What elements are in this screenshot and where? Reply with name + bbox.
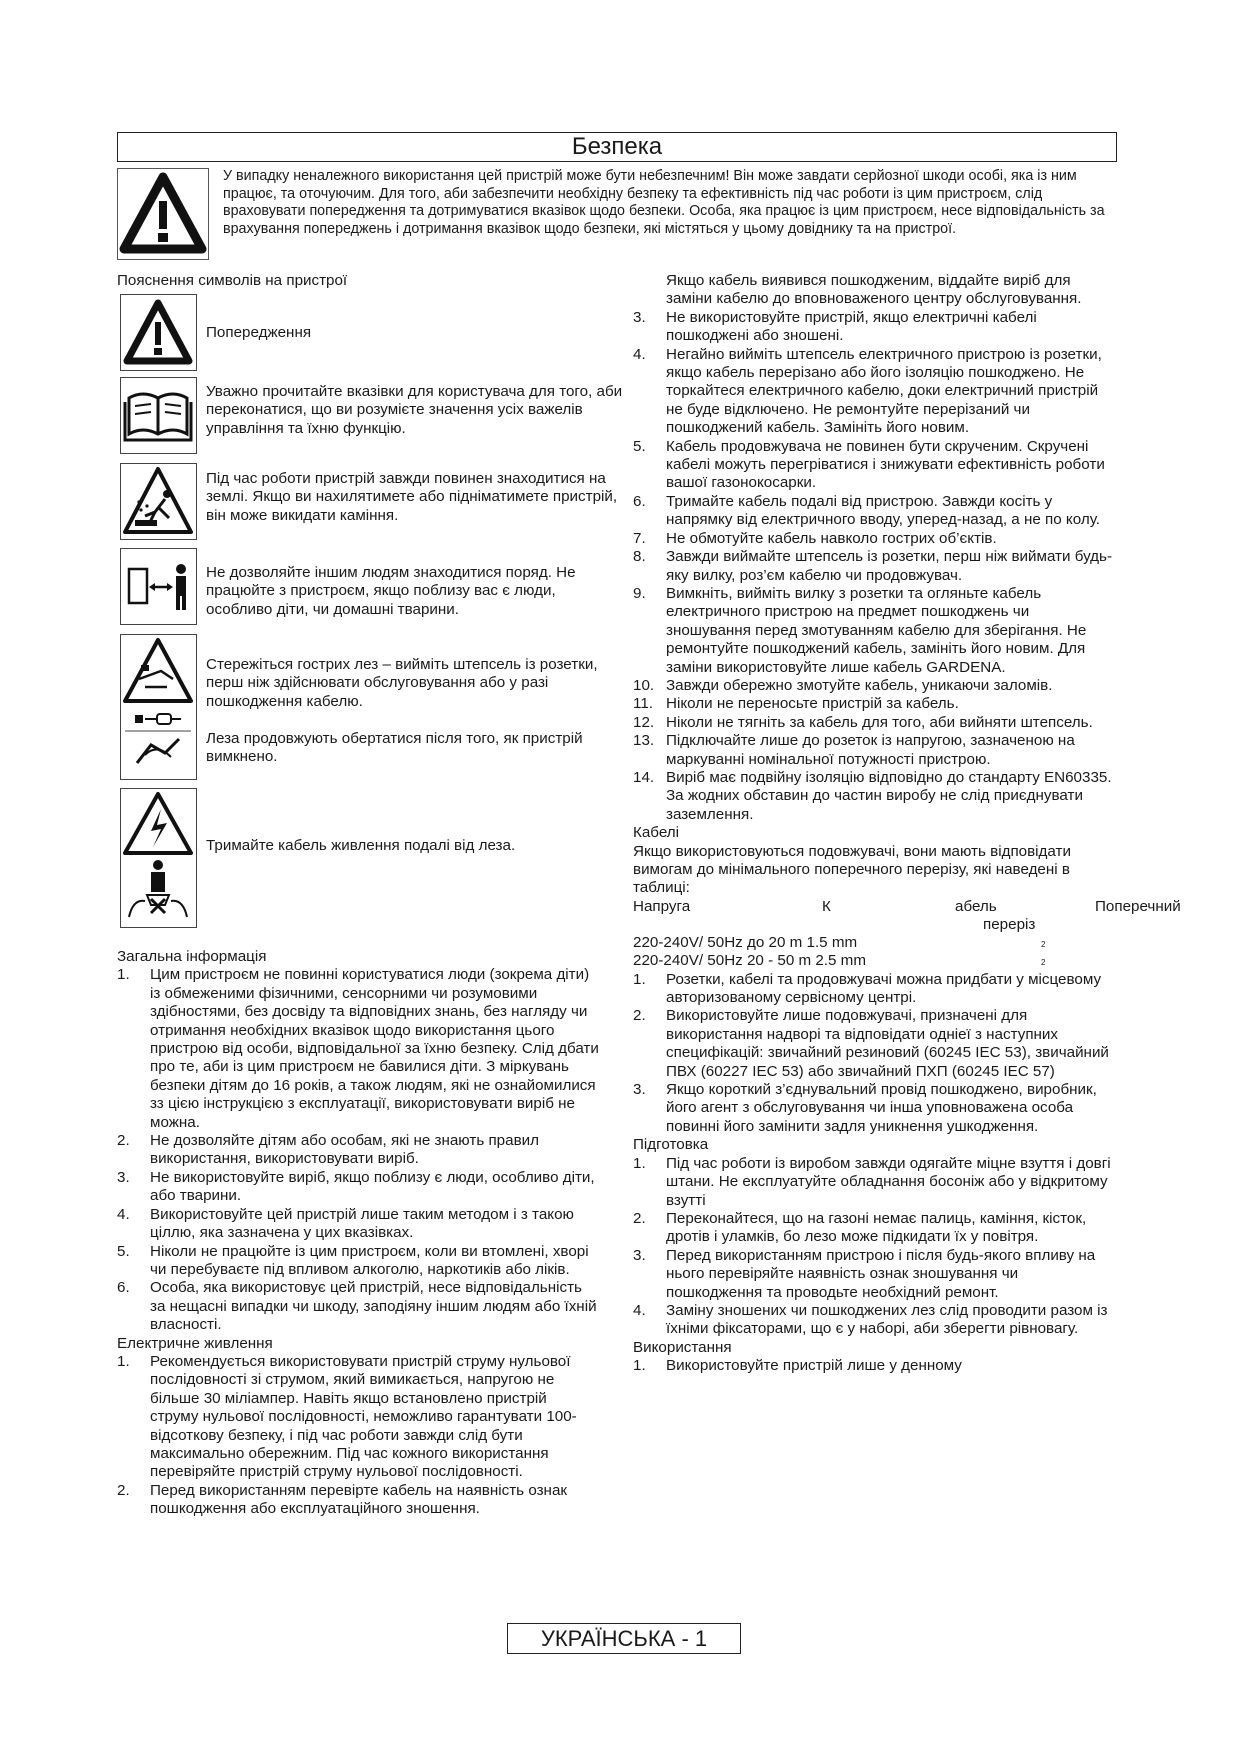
prep-item-3: 3. Перед використанням пристрою і після будь-якого впливу на нього перевіряйте наявність ознак зношування чи пошкодження та проводьте необхідний ремонт. [633, 1246, 1096, 1301]
prep-item-4: 4. Заміну зношених чи пошкоджених лез слід проводити разом із їхніми фіксаторами, що є у наборі, аби зберегти рівновагу. [633, 1301, 1108, 1338]
col-cable-a: К [822, 897, 831, 915]
electric-item-7: 7. Не обмотуйте кабель навколо гострих об’єктів. [633, 529, 997, 547]
electric-item-9: 9. Вимкніть, вийміть вилку з розетки та огляньте кабель електричного пристрою на предмет пошкоджень чи зношування перед змотуванням кабелю для зберігання. Не ремонтуйте пошкоджений кабель, замініть його новим. Для заміни використовуйте лише кабель GARDENA. [633, 584, 1087, 676]
electric-item-14: 14. Виріб має подвійну ізоляцію відповідно до стандарту EN60335. За жодних обставин до частин виробу не слід приєднувати заземлення. [633, 768, 1112, 823]
col-section-2: переріз [983, 915, 1036, 933]
prep-item-1: 1. Під час роботи із виробом завжди одягайте міцне взуття і довгі штани. Не експлуатуйте обладнання босоніж або у відкритому взутті [633, 1154, 1111, 1209]
general-heading: Загальна інформація [117, 948, 267, 965]
electric-item-11: 11. Ніколи не переносьте пристрій за кабель. [633, 695, 959, 713]
col-cable-b: абель [955, 897, 997, 915]
general-item-3: 3. Не використовуйте виріб, якщо поблизу є люди, особливо діти, або тварини. [117, 1168, 595, 1205]
general-item-1: 1. Цим пристроєм не повинні користуватися люди (зокрема діти) із обмеженими фізичними, сенсорними чи розумовими здібностями, без досвіду та відповідних знань, без нагляду чи отримання необхідних вказівок щодо використання цього пристрою від особи, відповідальної за їхню безпеку. Слід дбати про те, аби із цим пристроєм не бавилися діти. З міркувань безпеки дітям до 16 років, а також людям, які не ознайомилися зз цією інструкцією з експлуатації, використовувати виріб не можна. [117, 966, 599, 1131]
col-voltage: Напруга [633, 897, 691, 915]
electric-item-10: 10. Завжди обережно змотуйте кабель, уникаючи заломів. [633, 676, 1053, 694]
general-item-2: 2. Не дозволяйте дітям або особам, які не знають правил використання, використовувати виріб. [117, 1132, 539, 1168]
cable-table-row-2: 220-240V/ 50Hz 20 - 50 m 2.5 mm 2 [633, 952, 1117, 970]
electric-item-13: 13. Підключайте лише до розеток із напругою, зазначеною на маркуванні номінальної потужності пристрою. [633, 732, 1075, 768]
sup-1: 2 [1041, 939, 1046, 949]
thrown-objects-icon [121, 464, 195, 538]
cables-item-2: 2. Використовуйте лише подовжувачі, призначені для використання надворі та відповідати одніеї з наступних специфікацій: звичайний резиновий (60245 IEC 53), звичайний ПВХ (60227 IEC 53) або звичайний ПХП (60245 IEC 57) [633, 1007, 1109, 1080]
electric-item-1: 1. Рекомендується використовувати пристрій струму нульової послідовності зі струмом, який вимикається, напругою не більше 30 міліампер. Навіть якщо встановлено пристрій струму нульової послідовності, неможливо гарантувати 100-відсоткову безпеку, і під час роботи завжди слід бути максимально обережним. Під час кожного використання перевіряйте пристрій струму нульової послідовності. [117, 1352, 577, 1481]
symbol-text-manual: Уважно прочитайте вказівки для користувача для того, аби переконатися, що ви розумієте значення усіх важелів управління та їхню функцію. [206, 383, 623, 437]
electric-item-3: 3. Не використовуйте пристрій, якщо електричні кабелі пошкоджені або зношені. [633, 308, 1037, 345]
sharp-blades-icon [121, 635, 195, 778]
symbols-heading: Пояснення символів на пристрої [117, 272, 348, 289]
intro-text: У випадку неналежного використання цей пристрій може бути небезпечним! Він може завдати серйозної шкоди особі, яка із ним працює, та оточуючим. Для того, аби забезпечити необхідну безпеку та ефективність під час роботи із цим пристроєм, слід враховувати попередження та дотримуватися вказівок щодо безпеки. Особа, яка працює із цим пристроєм, несе відповідальність за врахування попереджень і дотримання вказівок щодо безпеки, які містяться у цьому довіднику та на пристрої. [223, 168, 1105, 237]
symbol-thrown-objects [120, 463, 197, 540]
symbol-manual [120, 377, 197, 454]
cables-item-3: 3. Якщо короткий з’єднувальний провід пошкоджено, виробник, його агент з обслуговування чи інша уповноважена особа повинні його замінити задля уникнення ушкодження. [633, 1081, 1097, 1135]
general-item-6: 6. Особа, яка використовує цей пристрій, несе відповідальність за нещасні випадки чи шкоду, заподіяну іншим людям або їхній власності. [117, 1279, 597, 1334]
general-item-5: 5. Ніколи не працюйте із цим пристроєм, коли ви втомлені, хворі чи перебуваєте під впливом алкоголю, наркотиків або ліків. [117, 1242, 589, 1278]
general-item-4: 4. Використовуйте цей пристрій лише таким методом і з такою ціллю, яка зазначена у цих вказівках. [117, 1205, 574, 1242]
keep-distance-icon [121, 549, 195, 623]
cable-table-row-1: 220-240V/ 50Hz до 20 m 1.5 mm 2 [633, 934, 1117, 952]
warning-triangle-icon [118, 169, 208, 259]
electric-item-12: 12. Ніколи не тягніть за кабель для того, аби вийняти штепсель. [633, 713, 1093, 731]
symbol-text-warning: Попередження [206, 324, 312, 341]
electric-hazard-icon [121, 789, 195, 926]
electric-item-4: 4. Негайно вийміть штепсель електричного пристрою із розетки, якщо кабель перерізано або його ізоляцію пошкоджено. Не торкайтеся електричного кабелю, доки електричний пристрій не буде відключено. Не ремонтуйте перерізаний чи пошкоджений кабель. Замініть його новим. [633, 345, 1102, 437]
warning-icon [121, 295, 195, 369]
warning-frame [117, 168, 209, 260]
electric-item-5: 5. Кабель продовжувача не повинен бути скрученим. Скручені кабелі можуть перегріватися і знижувати ефективність роботи вашої газонокосарки. [633, 437, 1105, 492]
prep-heading: Підготовка [633, 1136, 709, 1154]
usage-heading: Використання [633, 1338, 732, 1356]
electric-heading: Електричне живлення [117, 1334, 273, 1352]
symbol-text-sharp-blades: Стережіться гострих лез – вийміть штепсель із розетки, перш ніж здійснювати обслуговування або у разі пошкодження кабелю. [206, 656, 598, 710]
col-section: Поперечний [1095, 897, 1181, 915]
symbol-text-thrown-objects: Під час роботи пристрій завжди повинен знаходитися на землі. Якщо ви нахилятимете або підніматимете пристрій, він може викидати каміння. [206, 470, 618, 524]
cable-table-header [633, 897, 1181, 934]
electric-item-2: 2. Перед використанням перевірте кабель на наявність ознак пошкодження або експлуатаційного зношення. [117, 1481, 568, 1518]
symbol-text-distance: Не дозволяйте іншим людям знаходитися поряд. Не працюйте з пристроєм, якщо поблизу вас є люди, особливо діти, чи домашні тварини. [206, 564, 576, 618]
symbol-warning [120, 294, 197, 371]
electric-continuation: Якщо кабель виявився пошкодженим, віддайте виріб для заміни кабелю до вповноваженого центру обслуговування. [666, 272, 1082, 308]
page-footer: УКРАЇНСЬКА - 1 [507, 1623, 741, 1654]
cables-item-1: 1. Розетки, кабелі та продовжувачі можна придбати у місцевому авторизованому сервісному центрі. [633, 970, 1102, 1007]
symbol-electric [120, 788, 197, 928]
prep-item-2: 2. Переконайтеся, що на газоні немає палиць, каміння, кісток, дротів і уламків, бо лезо може підкидати їх у повітря. [633, 1209, 1087, 1246]
section-title: Безпека [117, 132, 1117, 162]
electric-item-6: 6. Тримайте кабель подалі від пристрою. Завжди косіть у напрямку від електричного вводу, уперед-назад, а не по колу. [633, 492, 1100, 529]
symbol-text-cable: Тримайте кабель живлення подалі від леза. [206, 837, 516, 854]
usage-item-1: 1. Використовуйте пристрій лише у денному [633, 1357, 962, 1375]
symbol-distance [120, 548, 197, 625]
left-column [117, 948, 599, 1519]
right-column [633, 272, 1181, 1376]
sup-2: 2 [1041, 958, 1046, 968]
cables-heading: Кабелі [633, 824, 679, 842]
symbol-sharp-blades [120, 634, 197, 780]
electric-item-8: 8. Завжди виймайте штепсель із розетки, перш ніж виймати будь-яку вилку, роз’єм кабелю чи продовжувач. [633, 548, 1113, 584]
cables-intro: Якщо використовуються подовжувачі, вони мають відповідати вимогам до мінімального поперечного перерізу, які наведені в таблиці: [633, 842, 1071, 897]
symbol-text-blades-rotate: Леза продовжують обертатися після того, як пристрій вимкнено. [206, 730, 583, 766]
book-icon [121, 378, 195, 452]
